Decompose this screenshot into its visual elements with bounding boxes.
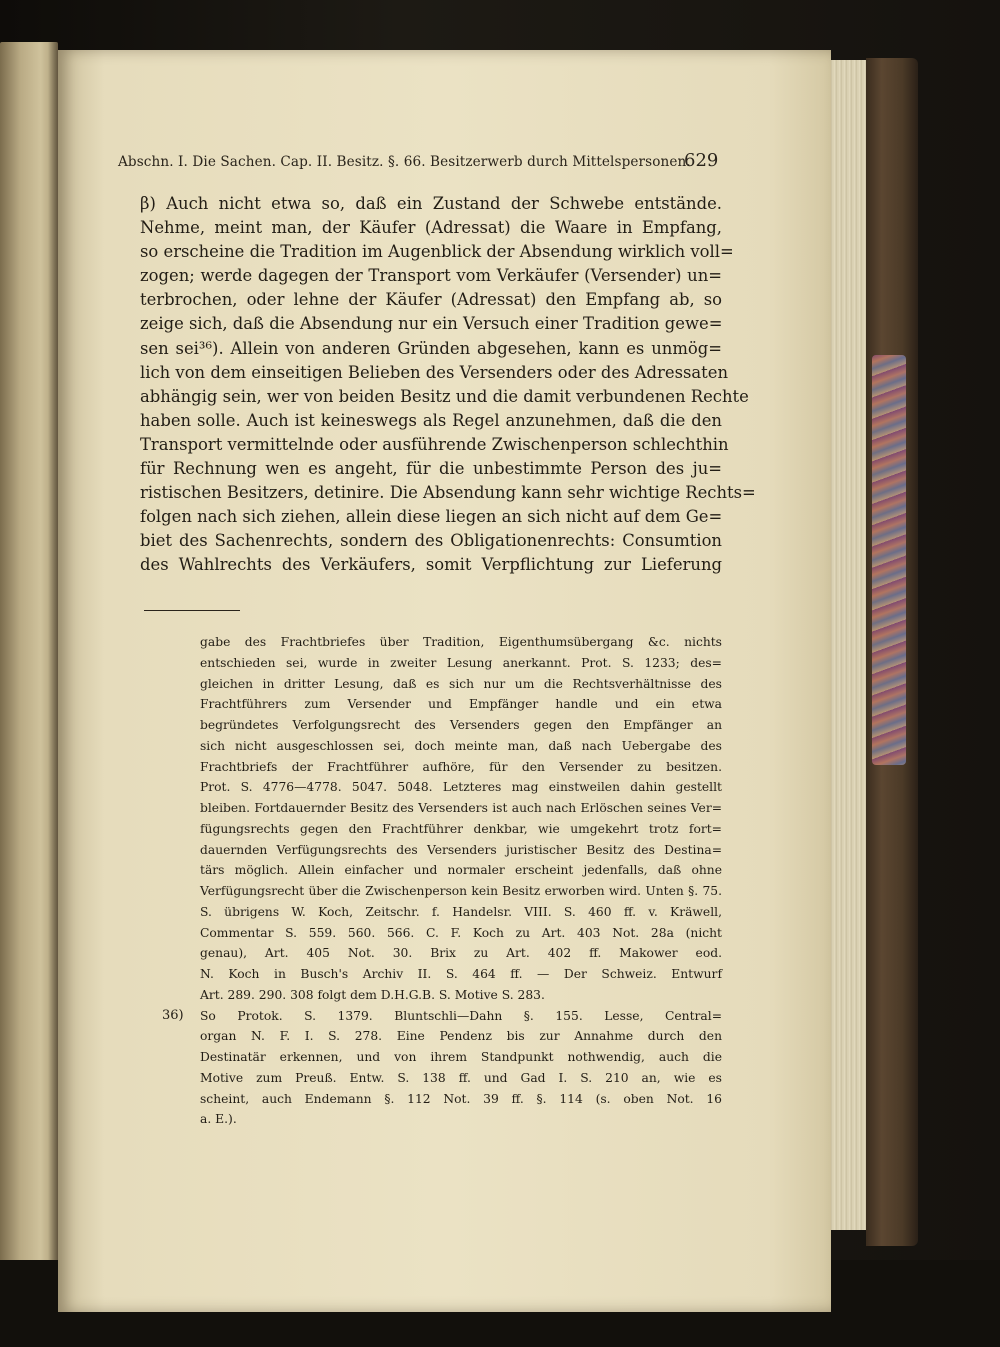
footnote-number: 36) (162, 1007, 184, 1023)
footnote-line: sich nicht ausgeschlossen sei, doch meinte man, daß nach Uebergabe des (200, 738, 722, 753)
footnote-rule (144, 610, 240, 611)
text-line: für Rechnung wen es angeht, für die unbestimmte Person des ju= (140, 459, 722, 479)
page-block-edge (828, 60, 870, 1230)
footnotes-block (162, 632, 722, 1130)
footnote-line: dauernden Verfügungsrechts des Versenders juristischer Besitz des Destina= (200, 842, 722, 857)
footnote-line: genau), Art. 405 Not. 30. Brix zu Art. 402 ff. Makower eod. (200, 946, 722, 961)
footnote-line: a. E.). (200, 1112, 237, 1127)
text-line: β) Auch nicht etwa so, daß ein Zustand der Schwebe entstände. (140, 194, 722, 213)
marbled-edge (872, 355, 906, 765)
footnote-line-text: So Protok. S. 1379. Bluntschli—Dahn §. 155. Lesse, Central= (200, 1008, 722, 1023)
footnote-36-first-line (162, 1006, 722, 1027)
footnote-line: gabe des Frachtbriefes über Tradition, Eigenthumsübergang &c. nichts (200, 635, 722, 649)
footnote-line: S. übrigens W. Koch, Zeitschr. f. Handelsr. VIII. S. 460 ff. v. Kräwell, (200, 904, 722, 919)
footnote-line: Verfügungsrecht über die Zwischenperson kein Besitz erworben wird. Unten §. 75. (200, 884, 722, 898)
page-number: 629 (684, 150, 719, 171)
text-line: sen sei³⁶). Allein von anderen Gründen abgesehen, kann es unmög= (140, 338, 722, 358)
footnote-line: Motive zum Preuß. Entw. S. 138 ff. und Gad I. S. 210 an, wie es (200, 1070, 722, 1085)
footnote-line: scheint, auch Endemann §. 112 Not. 39 ff. §. 114 (s. oben Not. 16 (200, 1091, 722, 1106)
footnote-line: bleiben. Fortdauernder Besitz des Versenders ist auch nach Erlöschen seines Ver= (200, 801, 722, 815)
footnote-line: begründetes Verfolgungsrecht des Versenders gegen den Empfänger an (200, 718, 722, 732)
footnote-line: Destinatär erkennen, und von ihrem Standpunkt nothwendig, auch die (200, 1050, 722, 1064)
text-line: so erscheine die Tradition im Augenblick der Absendung wirklich voll= (140, 242, 734, 262)
footnote-line: Frachtbriefs der Frachtführer aufhöre, für den Versender zu besitzen. (200, 759, 722, 774)
text-line: zeige sich, daß die Absendung nur ein Versuch einer Tradition gewe= (140, 314, 723, 334)
running-head: Abschn. I. Die Sachen. Cap. II. Besitz. §. 66. Besitzerwerb durch Mittelspersonen. (118, 154, 691, 170)
footnote-line: organ N. F. I. S. 278. Eine Pendenz bis zur Annahme durch den (200, 1029, 722, 1044)
text-line: ristischen Besitzers, detinire. Die Absendung kann sehr wichtige Rechts= (140, 483, 756, 503)
text-line: biet des Sachenrechts, sondern des Obligationenrechts: Consumtion (140, 531, 722, 551)
text-line: zogen; werde dagegen der Transport vom Verkäufer (Versender) un= (140, 266, 722, 286)
footnote-line: Frachtführers zum Versender und Empfänger handle und ein etwa (200, 697, 722, 712)
footnote-line: N. Koch in Busch's Archiv II. S. 464 ff. — Der Schweiz. Entwurf (200, 967, 722, 981)
footnote-line: tärs möglich. Allein einfacher und normaler erscheint jedenfalls, daß ohne (200, 863, 722, 878)
text-line: Transport vermittelnde oder ausführende Zwischenperson schlechthin (140, 434, 729, 454)
main-text-block (140, 192, 756, 578)
footnote-line: entschieden sei, wurde in zweiter Lesung anerkannt. Prot. S. 1233; des= (200, 655, 722, 670)
facing-page-edge (0, 42, 58, 1310)
text-line: terbrochen, oder lehne der Käufer (Adressat) den Empfang ab, so (140, 290, 722, 310)
text-line: folgen nach sich ziehen, allein diese liegen an sich nicht auf dem Ge= (140, 507, 723, 527)
text-line: haben solle. Auch ist keineswegs als Regel anzunehmen, daß die den (140, 410, 722, 430)
footnote-line: Art. 289. 290. 308 folgt dem D.H.G.B. S. Motive S. 283. (200, 987, 545, 1002)
text-line: abhängig sein, wer von beiden Besitz und die damit verbundenen Rechte (140, 386, 749, 406)
footnote-line: fügungsrechts gegen den Frachtführer denkbar, wie umgekehrt trotz fort= (200, 821, 722, 836)
text-line: des Wahlrechts des Verkäufers, somit Verpflichtung zur Lieferung (140, 555, 722, 575)
footnote-line: Prot. S. 4776—4778. 5047. 5048. Letzteres mag einstweilen dahin gestellt (200, 780, 722, 795)
text-line: lich von dem einseitigen Belieben des Versenders oder des Adressaten (140, 362, 729, 382)
footnote-line: Commentar S. 559. 560. 566. C. F. Koch zu Art. 403 Not. 28a (nicht (200, 925, 722, 940)
text-line: Nehme, meint man, der Käufer (Adressat) die Waare in Empfang, (140, 218, 722, 238)
footnote-line: gleichen in dritter Lesung, daß es sich nur um die Rechtsverhältnisse des (200, 676, 722, 691)
